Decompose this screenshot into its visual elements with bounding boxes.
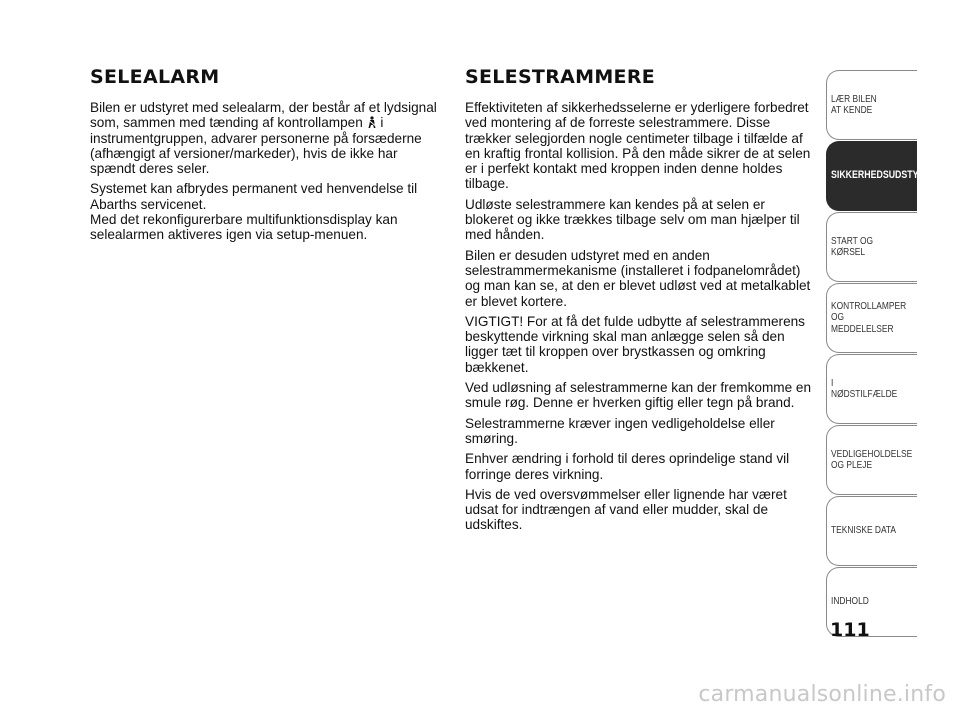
- section-title-selealarm: SELEALARM: [90, 66, 220, 88]
- middle-column: [465, 66, 817, 538]
- watermark: carmanualsonline.info: [698, 682, 946, 707]
- section-title-selestrammere: SELESTRAMMERE: [465, 66, 656, 88]
- selestrammere-paragraph: Ved udløsning af selestrammerne kan der fremkomme en smule røg. Denne er hverken giftig eller tegn på brand.: [465, 380, 812, 411]
- selealarm-paragraph-1: [90, 100, 442, 176]
- selestrammere-paragraph: VIGTIGT! For at få det fulde udbytte af selestrammerens beskyttende virkning skal man anlægge selen så den ligger tæt til kroppen over brystkassen og omkring bækkenet.: [465, 313, 805, 375]
- tab-label: LÆR BILEN AT KENDE: [831, 92, 877, 116]
- selestrammere-paragraph: Enhver ændring i forhold til deres oprindelige stand vil forringe deres virkning.: [465, 451, 790, 482]
- tab-i-nodstilfaelde[interactable]: [826, 354, 917, 424]
- selestrammere-paragraph: Selestrammerne kræver ingen vedligeholdelse eller smøring.: [465, 415, 775, 446]
- selestrammere-paragraph: Bilen er desuden udstyret med en anden selestrammermekanisme (installeret i fodpanelområdet) og man kan se, at den er blevet udløst ved at metalkablet er blevet kortere.: [465, 247, 811, 309]
- selealarm-text-line-1: Systemet kan afbrydes permanent ved henvendelse til Abarths servicenet.: [90, 181, 418, 212]
- tab-sikkerhedsudstyr[interactable]: [826, 141, 925, 211]
- selestrammere-paragraph: Effektiviteten af sikkerhedsselerne er yderligere forbedret ved montering af de forreste selestrammere. Disse trækker selegjorden nogle centimeter tilbage i tilfælde af en kraftig frontal kollision. På den måde sikrer de at selen er i perfekt kontakt med kroppen inden denne holdes tilbage.: [465, 100, 811, 192]
- tab-label: INDHOLD: [831, 595, 869, 608]
- left-column: [90, 66, 442, 248]
- tab-vedligeholdelse-og-pleje[interactable]: [826, 425, 917, 495]
- selealarm-paragraph-2: [90, 181, 442, 242]
- tab-tekniske-data[interactable]: [826, 496, 917, 566]
- tab-label: START OG KØRSEL: [831, 234, 874, 258]
- tab-label: VEDLIGEHOLDELSE OG PLEJE: [831, 447, 913, 471]
- page-number: 111: [830, 619, 870, 641]
- tab-label: I NØDSTILFÆLDE: [831, 376, 898, 400]
- selealarm-text-part-1: Bilen er udstyret med selealarm, der består af et lydsignal som, sammen med tænding af kontrollampen: [90, 100, 437, 131]
- selealarm-text-line-2: Med det rekonfigurerbare multifunktionsdisplay kan selealarmen aktiveres igen via setup-menuen.: [90, 212, 398, 243]
- tab-laer-bilen-at-kende[interactable]: [826, 70, 917, 140]
- tab-kontrollamper-og-meddelelser[interactable]: [826, 283, 917, 353]
- tab-label: KONTROLLAMPER OG MEDDELELSER: [831, 299, 907, 335]
- selestrammere-paragraph: Udløste selestrammere kan kendes på at selen er blokeret og ikke trækkes tilbage selv om man hjælper til med hånden.: [465, 196, 800, 243]
- tab-label: TEKNISKE DATA: [831, 524, 897, 537]
- selealarm-text-part-2: i instrumentgruppen, advarer personerne på forsæderne (afhængigt af versioner/markeder), hvis de ikke har spændt deres seler.: [90, 115, 422, 177]
- seatbelt-warning-icon: [367, 116, 377, 129]
- tab-start-og-korsel[interactable]: [826, 212, 917, 282]
- tab-label: SIKKERHEDSUDSTYR: [831, 169, 925, 182]
- chapter-tabs: [826, 70, 925, 638]
- selestrammere-paragraph: Hvis de ved oversvømmelser eller lignende har været udsat for indtrængen af vand eller mudder, skal de udskiftes.: [465, 486, 787, 533]
